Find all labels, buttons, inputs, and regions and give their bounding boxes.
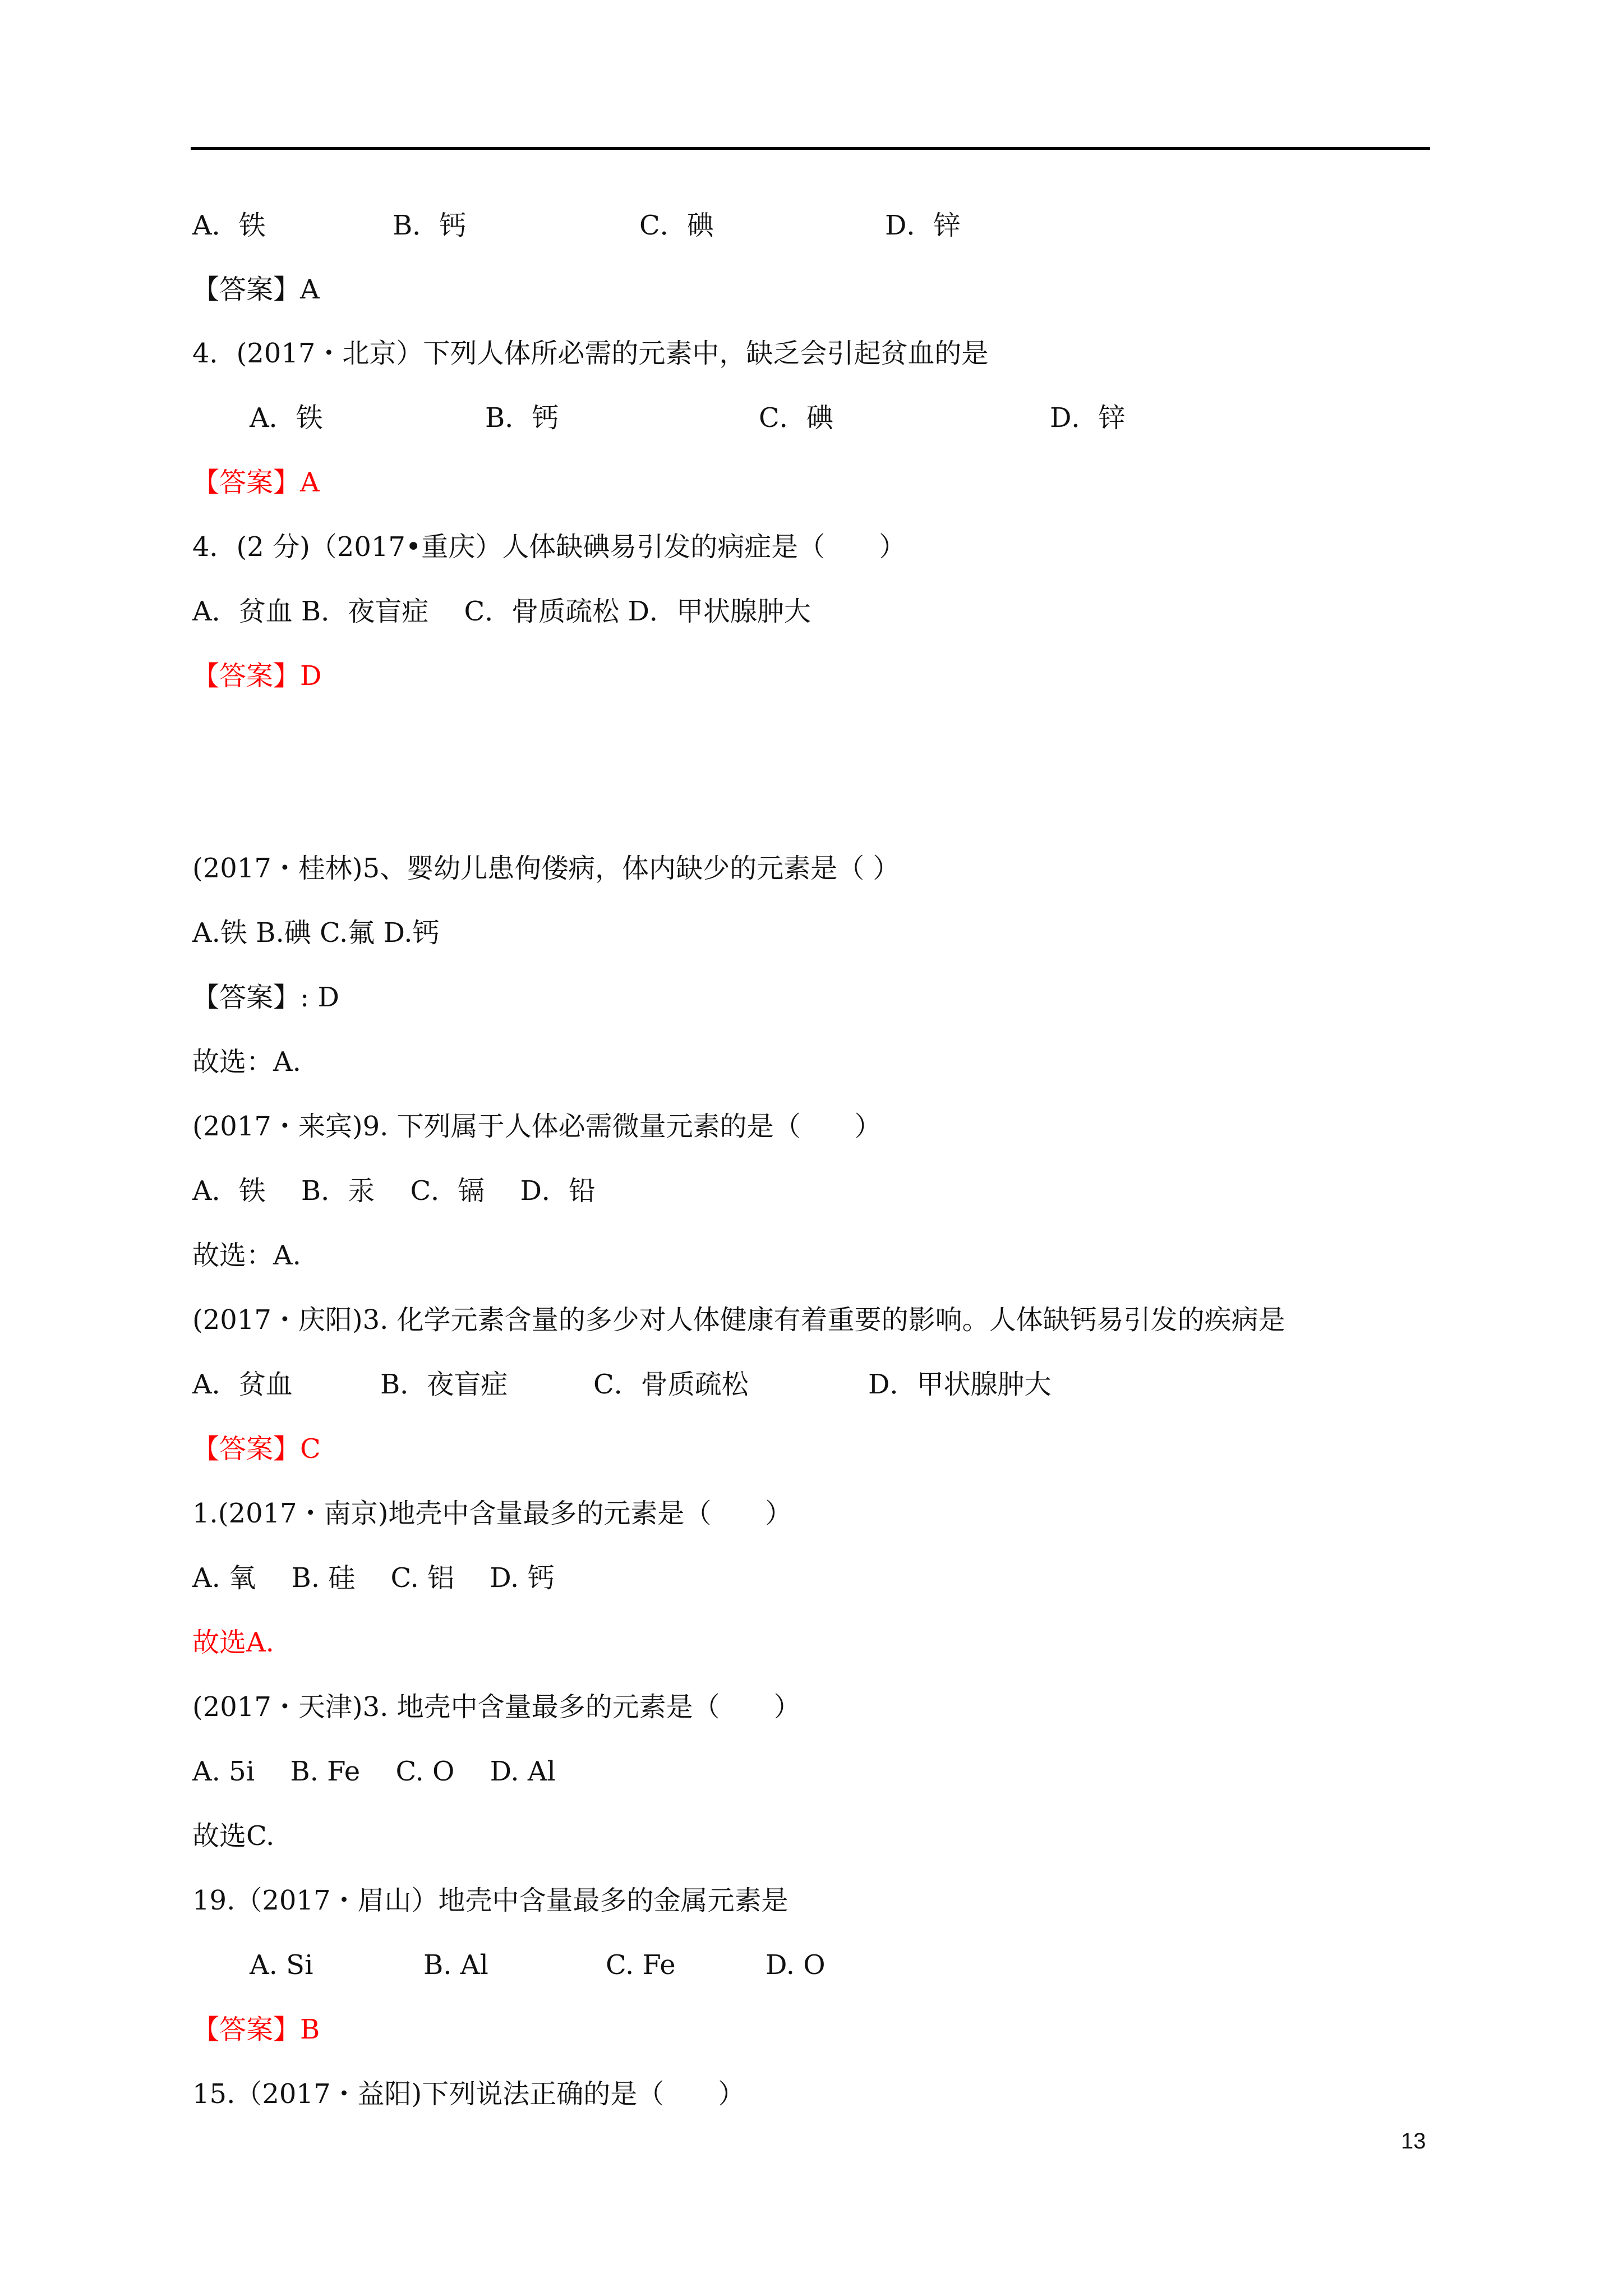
question-text: 19.（2017・眉山）地壳中含量最多的金属元素是	[192, 1885, 789, 1916]
option-b: B．钙	[485, 402, 559, 434]
option-b: B．夜盲症	[380, 1369, 508, 1400]
answer-value: D	[300, 660, 322, 692]
question-text: (2017・天津)3. 地壳中含量最多的元素是（ ）	[192, 1691, 801, 1723]
page-number: 13	[1401, 2129, 1426, 2154]
option-c: C. Fe	[606, 1949, 676, 1981]
answer-label: 【答案】	[192, 982, 301, 1013]
option-c: C．骨质疏松	[593, 1369, 749, 1400]
answer-label: 【答案】	[192, 467, 301, 498]
option-d: D. O	[766, 1949, 826, 1981]
question-text: 4．(2017・北京）下列人体所必需的元素中，缺乏会引起贫血的是	[192, 338, 989, 369]
answer-line	[192, 1432, 321, 1466]
selection-text: 故选C.	[192, 1820, 275, 1852]
question-text: 15.（2017・益阳)下列说法正确的是（ ）	[192, 2078, 745, 2110]
answer-value: A	[300, 274, 320, 305]
question-text: 1.(2017・南京)地壳中含量最多的元素是（ ）	[192, 1498, 792, 1529]
selection-text: 故选A.	[192, 1627, 274, 1658]
option-a: A．贫血	[192, 1369, 293, 1400]
question-text: (2017・庆阳)3. 化学元素含量的多少对人体健康有着重要的影响。人体缺钙易引发的疾病是	[192, 1304, 1285, 1336]
answer-value: C	[300, 1433, 321, 1465]
options-text: A. 5i B. Fe C. O D. Al	[192, 1756, 556, 1787]
options-text: A. 氧 B. 硅 C. 铝 D. 钙	[192, 1562, 555, 1594]
question-text: (2017・桂林)5、婴幼儿患佝偻病，体内缺少的元素是（ ）	[192, 853, 900, 884]
options-text: A．贫血 B．夜盲症 C．骨质疏松 D．甲状腺肿大	[192, 596, 811, 627]
answer-line	[192, 659, 322, 693]
answer-line	[192, 2013, 320, 2046]
answer-value: A	[300, 467, 320, 498]
options-text: A．铁 B．汞 C．镉 D．铅	[192, 1175, 596, 1207]
option-c: C．碘	[639, 210, 714, 241]
question-text: 4．(2 分)（2017•重庆）人体缺碘易引发的病症是（ ）	[192, 531, 906, 563]
option-a: A．铁	[250, 402, 323, 434]
option-a: A．铁	[192, 210, 266, 241]
answer-line	[192, 273, 320, 306]
answer-value: : D	[300, 982, 339, 1013]
option-d: D．甲状腺肿大	[868, 1369, 1052, 1400]
header-rule	[191, 147, 1430, 150]
selection-text: 故选：A.	[192, 1046, 301, 1078]
answer-line	[192, 981, 339, 1014]
answer-label: 【答案】	[192, 1433, 301, 1465]
answer-label: 【答案】	[192, 2014, 301, 2045]
answer-line	[192, 466, 320, 499]
option-b: B．钙	[393, 210, 467, 241]
option-d: D．锌	[1050, 402, 1126, 434]
answer-value: B	[300, 2014, 320, 2045]
option-b: B. Al	[423, 1949, 488, 1981]
option-a: A. Si	[250, 1949, 313, 1981]
question-text: (2017・来宾)9. 下列属于人体必需微量元素的是（ ）	[192, 1111, 882, 1142]
selection-text: 故选：A.	[192, 1240, 301, 1271]
options-text: A.铁 B.碘 C.氟 D.钙	[192, 917, 440, 949]
option-d: D．锌	[885, 210, 961, 241]
option-c: C．碘	[759, 402, 833, 434]
answer-label: 【答案】	[192, 274, 301, 305]
answer-label: 【答案】	[192, 660, 301, 692]
